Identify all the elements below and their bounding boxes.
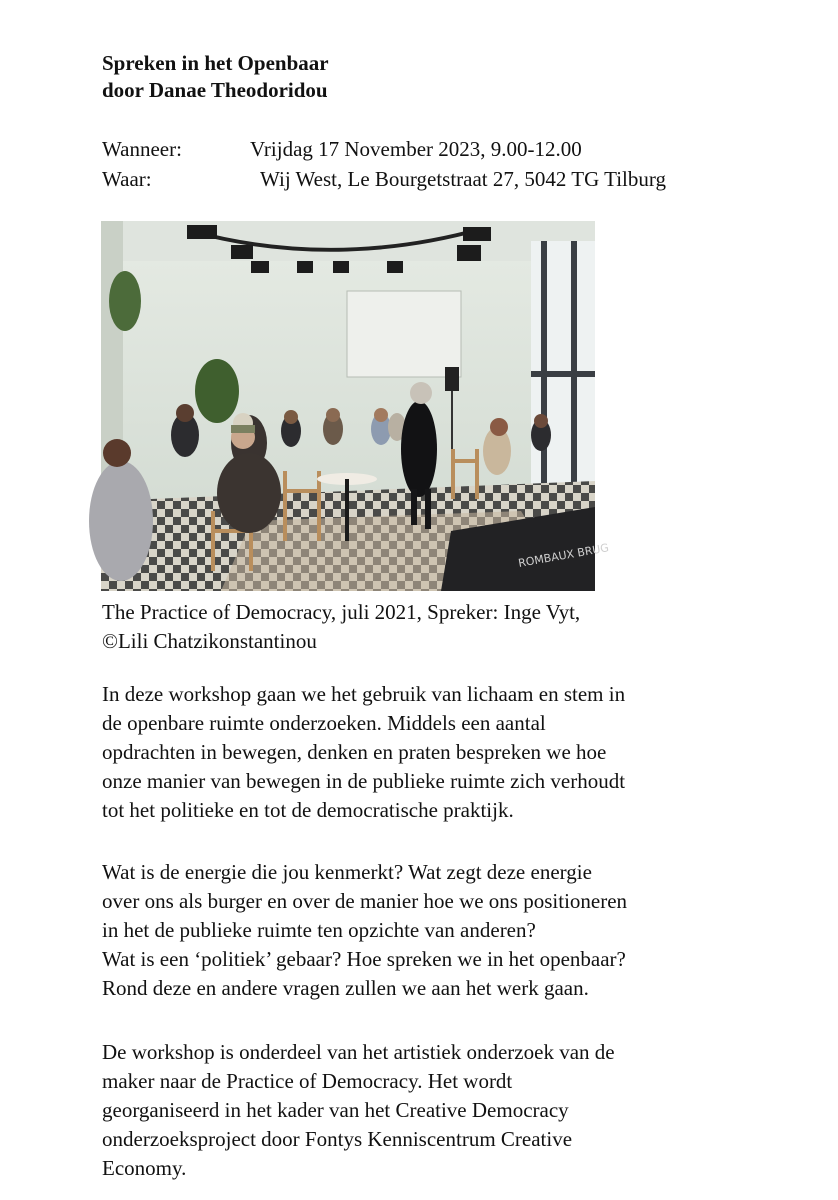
photo-table-text: ROMBAUX BRUG bbox=[517, 541, 610, 570]
paragraph-questions bbox=[102, 858, 802, 1003]
paragraph-line: Economy. bbox=[102, 1156, 187, 1180]
when-label: Wanneer: bbox=[102, 137, 182, 161]
paragraph-line: Wat is de energie die jou kenmerkt? Wat zegt deze energie bbox=[102, 860, 592, 884]
paragraph-line: de openbare ruimte onderzoeken. Middels een aantal bbox=[102, 711, 546, 735]
paragraph-line: maker naar de Practice of Democracy. Het wordt bbox=[102, 1069, 513, 1093]
title-line-1: Spreken in het Openbaar bbox=[102, 51, 329, 75]
paragraph-intro bbox=[102, 680, 802, 825]
caption-line-2: ©Lili Chatzikonstantinou bbox=[102, 629, 317, 653]
paragraph-line: onderzoeksproject door Fontys Kenniscentrum Creative bbox=[102, 1127, 573, 1151]
paragraph-line: opdrachten in bewegen, denken en praten bespreken we hoe bbox=[102, 740, 607, 764]
paragraph-line: Wat is een ‘politiek’ gebaar? Hoe spreken we in het openbaar? bbox=[102, 947, 626, 971]
caption-line-1: The Practice of Democracy, juli 2021, Spreker: Inge Vyt, bbox=[102, 600, 581, 624]
photo-caption bbox=[102, 598, 580, 656]
paragraph-line: georganiseerd in het kader van het Creative Democracy bbox=[102, 1098, 569, 1122]
paragraph-line: Rond deze en andere vragen zullen we aan het werk gaan. bbox=[102, 976, 589, 1000]
where-label: Waar: bbox=[102, 167, 152, 191]
paragraph-line: over ons als burger en over de manier hoe we ons positioneren bbox=[102, 889, 628, 913]
paragraph-line: onze manier van bewegen in de publieke ruimte zich verhoudt bbox=[102, 769, 626, 793]
paragraph-line: In deze workshop gaan we het gebruik van lichaam en stem in bbox=[102, 682, 626, 706]
document-title bbox=[102, 50, 329, 104]
paragraph-context bbox=[102, 1038, 802, 1183]
event-photo bbox=[101, 221, 610, 591]
when-value: Vrijdag 17 November 2023, 9.00-12.00 bbox=[250, 137, 582, 161]
paragraph-line: tot het politieke en tot de democratische praktijk. bbox=[102, 798, 514, 822]
paragraph-line: in het de publieke ruimte ten opzichte van anderen? bbox=[102, 918, 536, 942]
title-line-2: door Danae Theodoridou bbox=[102, 78, 328, 102]
where-value: Wij West, Le Bourgetstraat 27, 5042 TG Tilburg bbox=[260, 167, 666, 191]
paragraph-line: De workshop is onderdeel van het artistiek onderzoek van de bbox=[102, 1040, 615, 1064]
